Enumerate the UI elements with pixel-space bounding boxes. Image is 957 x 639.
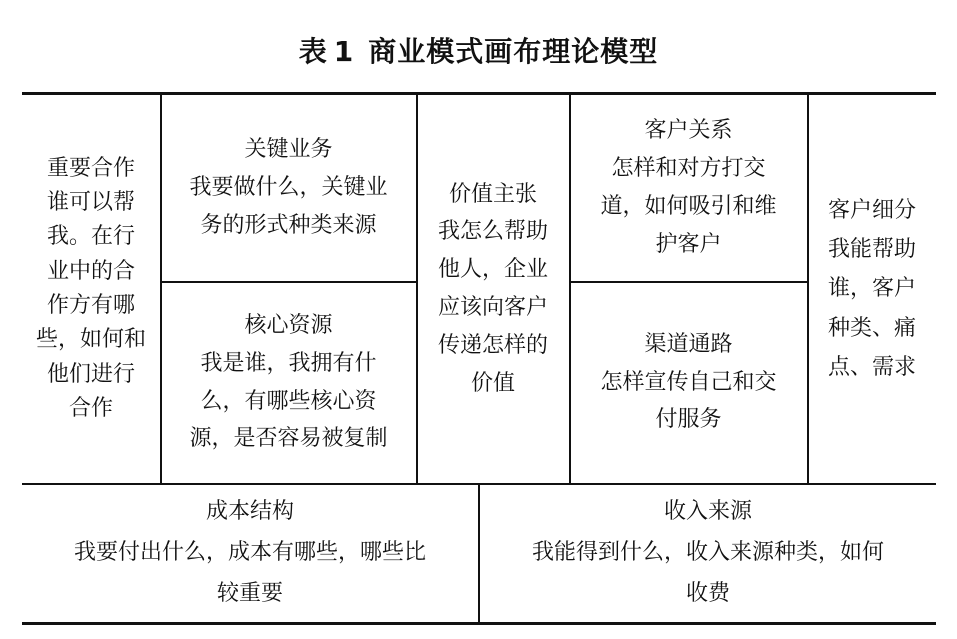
cell-key-partners [22, 95, 160, 483]
key-partners-line: 谁可以帮 [46, 190, 135, 216]
value-proposition-line: 传递怎样的 [437, 332, 548, 358]
customer-segments-line: 种类、痛 [827, 315, 916, 341]
key-activities-heading: 关键业务 [244, 137, 333, 163]
cell-value-proposition [417, 95, 569, 483]
channels-line: 付服务 [655, 407, 722, 433]
value-proposition-line: 我怎么帮助 [437, 219, 548, 245]
customer-relationships-line: 护客户 [655, 231, 722, 257]
cost-structure-line: 我要付出什么，成本有哪些，哪些比 [73, 540, 426, 566]
cell-revenue-streams [480, 485, 936, 622]
value-proposition-line: 他人，企业 [437, 257, 548, 283]
table-title-prefix: 表 [298, 35, 328, 68]
table-title [0, 30, 957, 70]
cell-customer-relationships [570, 95, 807, 281]
key-partners-line: 合作 [68, 395, 113, 421]
cost-structure-line: 较重要 [216, 580, 283, 606]
cost-structure-heading: 成本结构 [205, 499, 294, 525]
cell-key-activities [161, 95, 416, 281]
key-partners-line: 作方有哪 [46, 293, 135, 318]
cell-cost-structure [22, 485, 478, 622]
customer-segments-line: 我能帮助 [827, 237, 916, 263]
table-title-text: 商业模式画布理论模型 [368, 35, 659, 68]
key-partners-line: 我。在行 [46, 224, 135, 250]
customer-segments-line: 点、需求 [827, 354, 916, 380]
key-partners-line: 重要合作 [46, 155, 135, 181]
cell-channels [570, 282, 807, 483]
customer-relationships-line: 道，如何吸引和维 [600, 194, 777, 219]
cell-customer-segments [808, 95, 936, 483]
customer-relationships-line: 怎样和对方打交 [611, 156, 766, 182]
revenue-streams-heading: 收入来源 [663, 499, 752, 525]
channels-line: 怎样宣传自己和交 [600, 369, 777, 395]
customer-segments-line: 谁，客户 [827, 276, 916, 302]
customer-segments-heading: 客户细分 [827, 198, 916, 224]
key-activities-line: 务的形式种类来源 [200, 212, 377, 238]
value-proposition-line: 价值 [470, 370, 515, 396]
key-partners-line: 业中的合 [46, 258, 135, 284]
key-resources-heading: 核心资源 [244, 312, 333, 338]
table-bottom-rule [22, 622, 936, 625]
customer-relationships-heading: 客户关系 [644, 118, 733, 144]
value-proposition-heading: 价值主张 [448, 181, 537, 207]
key-partners-line: 些，如何和 [35, 327, 146, 353]
key-partners-line: 他们进行 [46, 361, 135, 387]
key-resources-line: 我是谁，我拥有什 [200, 350, 377, 376]
cell-key-resources [161, 282, 416, 483]
revenue-streams-line: 我能得到什么，收入来源种类，如何 [531, 540, 884, 566]
value-proposition-line: 应该向客户 [437, 295, 548, 320]
revenue-streams-line: 收费 [685, 580, 730, 606]
key-resources-line: 源，是否容易被复制 [189, 426, 388, 452]
channels-heading: 渠道通路 [644, 331, 733, 357]
key-resources-line: 么，有哪些核心资 [200, 388, 377, 414]
key-activities-line: 我要做什么，关键业 [189, 175, 388, 201]
table-title-number: 1 [333, 35, 355, 68]
